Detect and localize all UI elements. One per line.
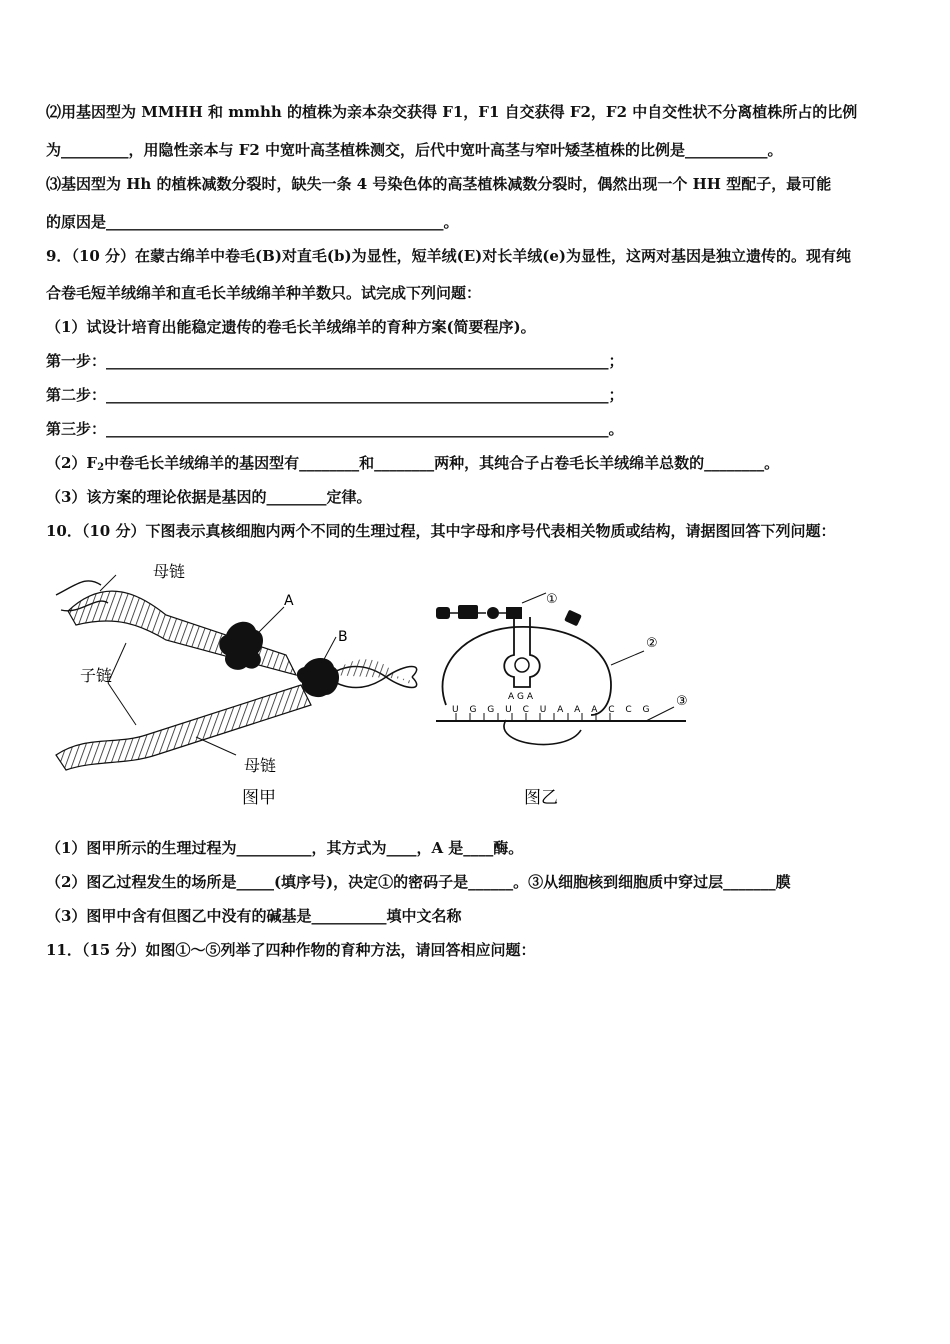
q10-part2: （2）图乙过程发生的场所是_____(填序号)，决定①的密码子是______。③从细胞核到细胞质中穿过层_______膜: [46, 873, 791, 891]
marker-2: ②: [646, 636, 658, 651]
figure-jia: [56, 562, 417, 808]
label-mother-strand-top: 母链: [153, 562, 186, 581]
q11-number: 11．: [46, 941, 82, 959]
figure-yi: [436, 592, 688, 808]
label-daughter-strand: 子链: [80, 666, 113, 685]
q9-points: （10 分）: [71, 247, 136, 265]
q8-part3-line2: 的原因是_____________________________________________。: [46, 213, 459, 231]
q9-part1: （1）试设计培育出能稳定遗传的卷毛长羊绒绵羊的育种方案(简要程序)。: [46, 318, 536, 336]
q10-text: 下图表示真核细胞内两个不同的生理过程，其中字母和序号代表相关物质或结构，请据图回答下列问题：: [145, 522, 836, 540]
q10-heading: [46, 521, 836, 541]
label-enzyme-b: B: [338, 629, 348, 645]
q8-part3-line1: ⑶基因型为 Hh 的植株减数分裂时，缺失一条 4 号染色体的高茎植株减数分裂时，偶然出现一个 HH 型配子，最可能: [46, 175, 832, 193]
q9-text: 在蒙古绵羊中卷毛(B)对直毛(b)为显性，短羊绒(E)对长羊绒(e)为显性，这两对基因是独立遗传的。现有纯: [135, 247, 851, 265]
caption-yi: 图乙: [524, 788, 558, 808]
mrna-sequence: U G G U C U A A A C C G: [452, 705, 654, 715]
q9-step3: 第三步：___________________________________________________________________。: [46, 420, 624, 438]
q9-part2: $(2)F_2$中卷毛长羊绒绵羊的基因型有________和________两种，其纯合子占卷毛长羊绒绵羊总数的________。: [46, 454, 780, 473]
q11-text: 如图①～⑤列举了四种作物的育种方法，请回答相应问题：: [145, 941, 536, 959]
anticodon: A G A: [508, 692, 534, 702]
q11-heading: [46, 940, 536, 960]
label-enzyme-a: A: [284, 593, 294, 609]
q9-step1: 第一步：___________________________________________________________________；: [46, 352, 624, 370]
q9-step2: 第二步：___________________________________________________________________；: [46, 386, 624, 404]
q9-number: 9．: [46, 247, 72, 265]
marker-1: ①: [546, 592, 558, 607]
biology-figure: [46, 555, 706, 815]
label-mother-strand-bottom: 母链: [244, 756, 277, 775]
q9-line2: 合卷毛短羊绒绵羊和直毛长羊绒绵羊种羊数只。试完成下列问题：: [46, 284, 482, 302]
caption-jia: 图甲: [242, 788, 276, 808]
q8-part2-line2: 为_________，用隐性亲本与 F2 中宽叶高茎植株测交，后代中宽叶高茎与窄叶矮茎植株的比例是___________。: [46, 141, 783, 159]
q10-number: 10．: [46, 522, 82, 540]
q8-part2-line1: ⑵用基因型为 MMHH 和 mmhh 的植株为亲本杂交获得 F1，F1 自交获得 F2，F2 中自交性状不分离植株所占的比例: [46, 103, 858, 121]
q10-part1: （1）图甲所示的生理过程为__________，其方式为____，A 是____酶。: [46, 839, 524, 857]
q10-part3: （3）图甲中含有但图乙中没有的碱基是__________填中文名称: [46, 907, 462, 925]
q9-part3: （3）该方案的理论依据是基因的________定律。: [46, 488, 372, 506]
q10-points: （10 分）: [81, 522, 146, 540]
q9-heading: [46, 246, 851, 266]
q11-points: （15 分）: [81, 941, 146, 959]
marker-3: ③: [676, 694, 688, 709]
